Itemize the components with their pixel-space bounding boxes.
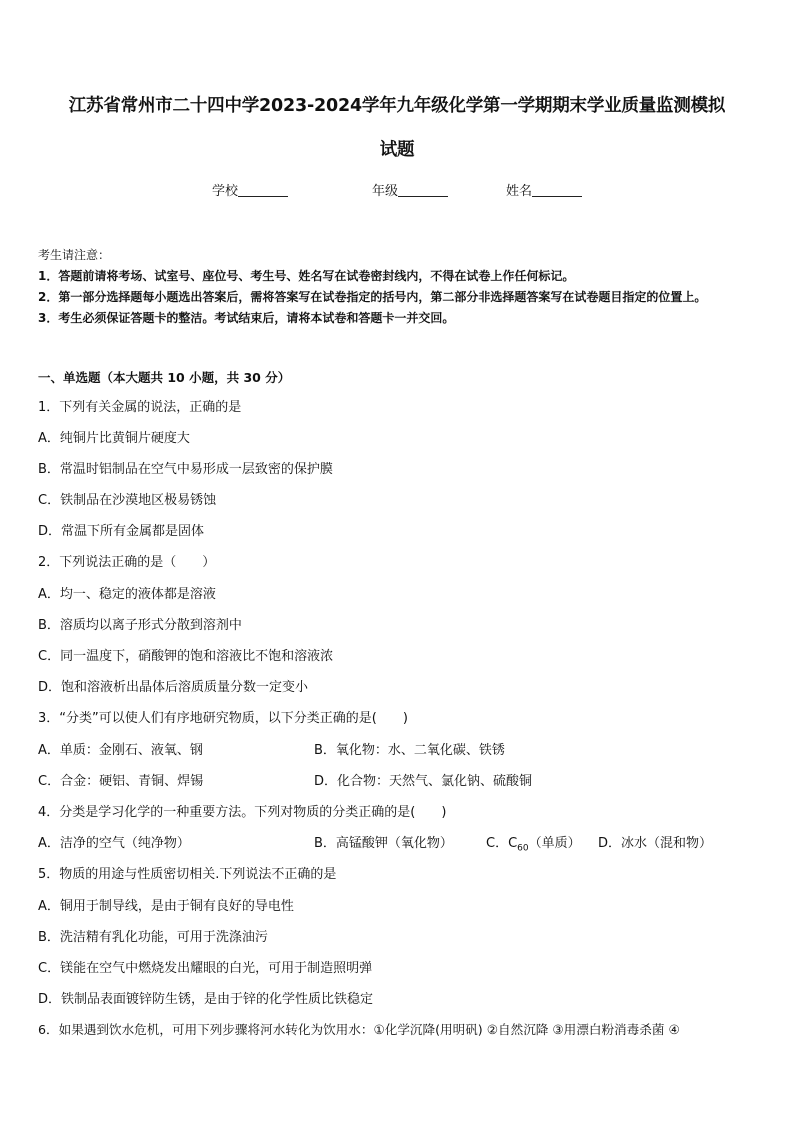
name-label: 姓名	[506, 184, 533, 199]
q4-option-c-suffix: （单质）	[528, 836, 581, 851]
q1-option-d: D．常温下所有金属都是固体	[38, 524, 205, 539]
q3-option-b: B．氧化物：水、二氧化碳、铁锈	[314, 743, 505, 758]
q5-option-a: A．铜用于制导线，是由于铜有良好的导电性	[38, 899, 294, 914]
notice-item-3: 3．考生必须保证答题卡的整洁。考试结束后，请将本试卷和答题卡一并交回。	[38, 311, 455, 325]
grade-field[interactable]	[372, 180, 448, 199]
q4-option-b: B．高锰酸钾（氧化物）	[314, 836, 453, 851]
q4-option-c-subscript: 60	[517, 843, 529, 854]
q2-stem: 2．下列说法正确的是（ ）	[38, 555, 216, 570]
section-heading: 一、单选题（本大题共 10 小题，共 30 分）	[38, 370, 291, 385]
q2-option-c: C．同一温度下，硝酸钾的饱和溶液比不饱和溶液浓	[38, 649, 334, 664]
q1-option-a: A．纯铜片比黄铜片硬度大	[38, 431, 190, 446]
q4-option-c-prefix: C．C	[486, 836, 518, 851]
q5-stem: 5．物质的用途与性质密切相关.下列说法不正确的是	[38, 867, 337, 882]
q2-option-a: A．均一、稳定的液体都是溶液	[38, 587, 216, 602]
q5-option-b: B．洗洁精有乳化功能，可用于洗涤油污	[38, 930, 268, 945]
notice-item-2: 2．第一部分选择题每小题选出答案后，需将答案写在试卷指定的括号内，第二部分非选择题答案写在试卷题目指定的位置上。	[38, 290, 707, 304]
q4-option-a: A．洁净的空气（纯净物）	[38, 836, 190, 851]
school-blank[interactable]	[238, 182, 288, 197]
q6-stem: 6．如果遇到饮水危机，可用下列步骤将河水转化为饮用水：①化学沉降(用明矾) ②自然沉降 ③用漂白粉消毒杀菌 ④	[38, 1022, 680, 1037]
title-line-1: 江苏省常州市二十四中学2023-2024学年九年级化学第一学期期末学业质量监测模拟	[68, 96, 726, 116]
q3-stem: 3．“分类”可以使人们有序地研究物质，以下分类正确的是( )	[38, 711, 408, 726]
q5-option-d: D．铁制品表面镀锌防生锈，是由于锌的化学性质比铁稳定	[38, 992, 374, 1007]
q1-option-c: C．铁制品在沙漠地区极易锈蚀	[38, 493, 217, 508]
q5-option-c: C．镁能在空气中燃烧发出耀眼的白光，可用于制造照明弹	[38, 961, 373, 976]
q2-option-b: B．溶质均以离子形式分散到溶剂中	[38, 618, 242, 633]
q4-option-c	[486, 832, 581, 854]
name-field[interactable]	[506, 180, 582, 199]
title-line-2: 试题	[379, 140, 415, 160]
school-label: 学校	[212, 184, 239, 199]
notice-item-1: 1．答题前请将考场、试室号、座位号、考生号、姓名写在试卷密封线内，不得在试卷上作任何标记。	[38, 269, 575, 283]
q3-option-a: A．单质：金刚石、液氧、钢	[38, 743, 203, 758]
school-field[interactable]	[212, 180, 288, 199]
exam-notice	[38, 245, 760, 329]
document-title	[30, 84, 764, 172]
q2-option-d: D．饱和溶液析出晶体后溶质质量分数一定变小	[38, 680, 309, 695]
q3-option-c: C．合金：硬铝、青铜、焊锡	[38, 774, 204, 789]
name-blank[interactable]	[532, 182, 582, 197]
grade-blank[interactable]	[398, 182, 448, 197]
student-info-row	[0, 180, 794, 200]
grade-label: 年级	[372, 184, 399, 199]
q3-option-d: D．化合物：天然气、氯化钠、硫酸铜	[314, 774, 533, 789]
q4-stem: 4．分类是学习化学的一种重要方法。下列对物质的分类正确的是( )	[38, 805, 447, 820]
q4-option-d: D．冰水（混和物）	[598, 836, 713, 851]
q1-stem: 1．下列有关金属的说法，正确的是	[38, 400, 242, 415]
notice-heading: 考生请注意：	[38, 248, 111, 262]
q1-option-b: B．常温时铝制品在空气中易形成一层致密的保护膜	[38, 462, 333, 477]
